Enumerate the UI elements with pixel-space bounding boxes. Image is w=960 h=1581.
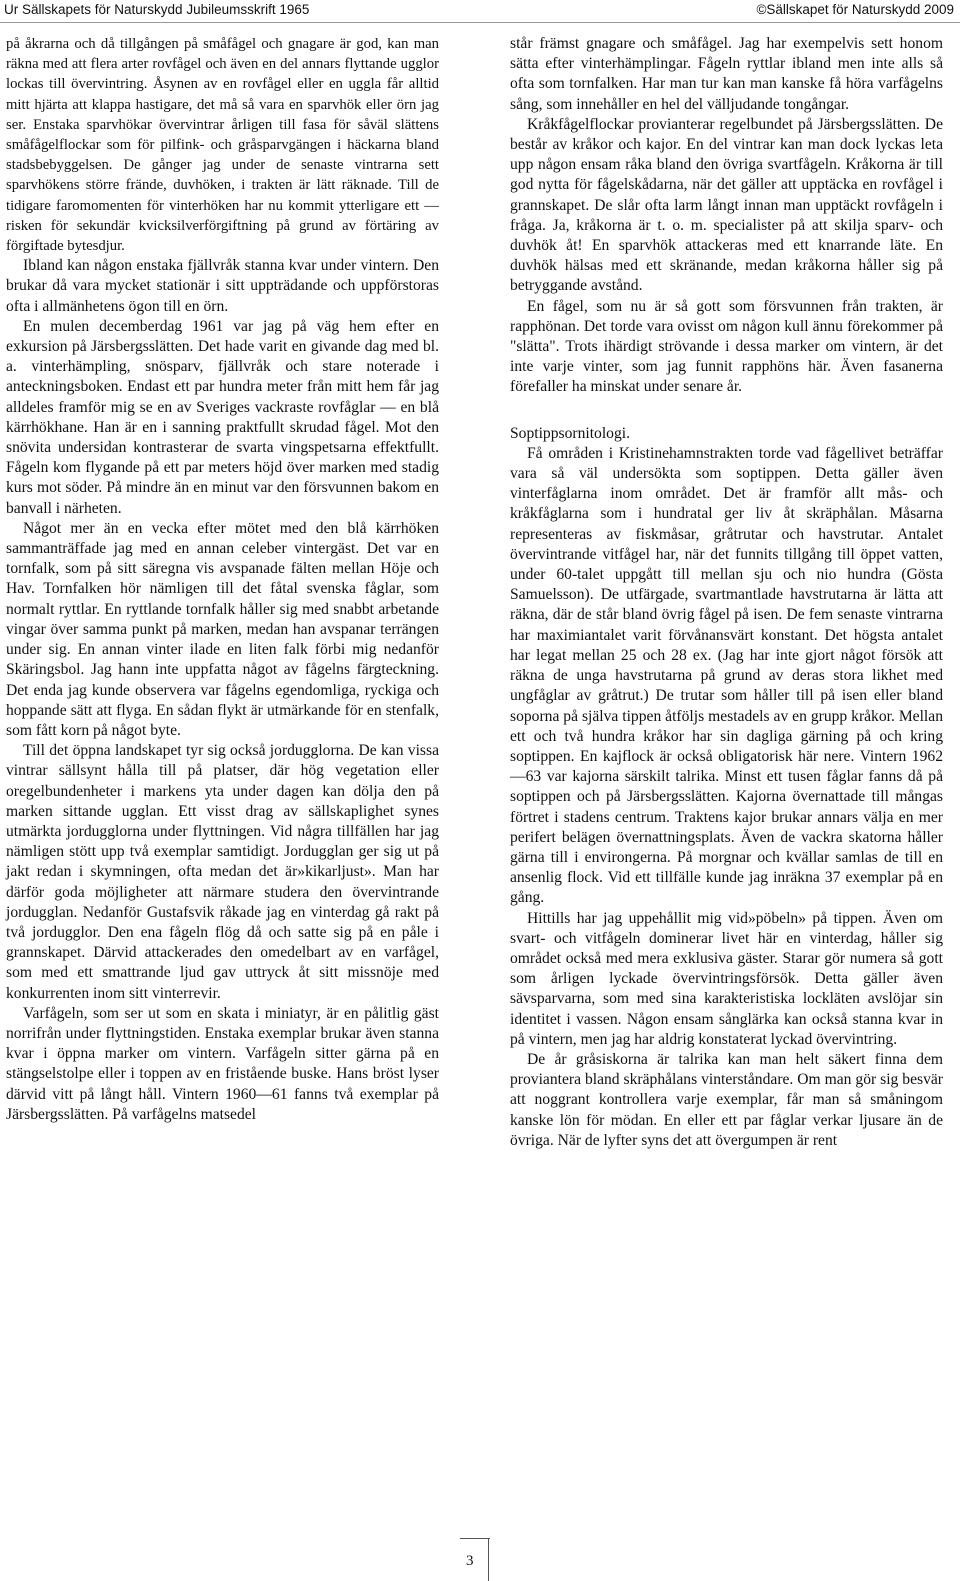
section-heading: Soptippsornitologi. — [510, 424, 630, 442]
header-source-title: Ur Sällskapets för Naturskydd Jubileumsskrift 1965 — [4, 2, 310, 17]
header-copyright: ©Sällskapet för Naturskydd 2009 — [756, 2, 954, 17]
paragraph: Få områden i Kristinehamnstrakten torde vad fågellivet beträffar vara så väl undersökta som soptippen. Detta gäller även vinterfåglarna inom området. Det är framför allt mås- och kråkfåglarna som i hundratal ger liv åt skräphålan. Måsarna representeras av fiskmåsar, gråtrutar och havstrutar. Antalet övervintrande vitfågel har, när det funnits tillgång till öppet vatten, under 60-talet uppgått till mellan sju och nio hundra (Gösta Samuelsson). De utfärgade, svartmantlade havstrutarna är lätta att räkna, där de står bland övrig fågel på isen. De fem senaste vintrarna har maximiantalet varit förvånansvärt konstant. Det högsta antalet har legat mellan 25 och 28 ex. (Jag har inte gjort något försök att räkna de unga havstrutarna på grund av deras stora likhet med ungfåglar av gråtrut.) De trutar som håller till på isen eller bland soporna på själva tippen åtföljs mestadels av en grupp kråkor. Mellan ett och två hundra kråkor har sin dagliga gärning på och kring soptippen. En kajflock är också obligatorisk här nere. Vintern 1962—63 var kajorna särskilt talrika. Minst ett tusen fåglar fanns då på soptippen och på Järsbergsslätten. Kajorna övernattade till mångas förtret i stadens centrum. Traktens kajor brukar annars välja en mer perifert belägen övernattningsplats. Även de vackra skatorna håller gärna till i environgerna. På morgnar och kvällar samlas de till en ansenlig flock. Vid ett tillfälle kunde jag inräkna 37 exemplar på en gång. — [510, 444, 943, 907]
footer-rule — [460, 1538, 490, 1539]
paragraph: står främst gnagare och småfågel. Jag har exempelvis sett honom sätta efter vinterhämplingar. Fågeln ryttlar ibland men inte alls så ofta som tornfalken. Har man tur kan man kanske få höra varfågelns sång, som innehåller en hel del välljudande tongångar. — [510, 35, 943, 113]
paragraph: Varfågeln, som ser ut som en skata i miniatyr, är en pålitlig gäst norrifrån under flyttningstiden. Enstaka exemplar brukar även stanna kvar i öppna marker om vintern. Varfågeln sitter gärna på en stängselstolpe eller i toppen av en fristående buske. Hans bröst lyser därvid vitt på långt håll. Vintern 1960—61 fanns två exemplar på Järsbergsslätten. På varfågelns matsedel — [6, 1004, 439, 1123]
paragraph: på åkrarna och då tillgången på småfågel och gnagare är god, kan man räkna med att flera arter rovfågel och även en del annars flyttande ugglor lockas till övervintring. Åsynen av en rovfågel eller en uggla får alltid mitt hjärta att klappa hastigare, det må så vara en sparvhök eller örn jag ser. Enstaka sparvhökar övervintrar årligen till fasa för såväl slättens småfågelflockar som för pilfink- och gråsparvgängen i häckarna bland stadsbebyggelsen. De gånger jag under de senaste vintrarna sett sparvhökens större frände, duvhöken, i trakten är lätt räknade. Till de tidigare faromomenten för vinterhöken har nu kommit ytterligare ett — risken för sekundär kvicksilverförgiftning på grund av förtäring av förgiftade bytesdjur. — [6, 36, 439, 255]
paragraph: Kråkfågelflockar provianterar regelbundet på Järsbergsslätten. De består av kråkor och kajor. En del vintrar kan man dock lyckas leta upp någon ensam råka bland den övriga svartfågeln. Kråkorna är till god nytta för fågelskådarna, när det gäller att upptäcka en rovfågel i grannskapet. De slår ofta larm långt innan man upptäckt rovfågeln i fråga. Ja, kråkorna är t. o. m. specialister på att skilja sparv- och duvhök åt! En sparvhök attackeras med ett knarrande läte. En duvhök hälsas med ett skränande, medan kråkorna håller sig på betryggande avstånd. — [510, 115, 943, 295]
page-number: 3 — [466, 1553, 474, 1569]
paragraph: En mulen decemberdag 1961 var jag på väg hem efter en exkursion på Järsbergsslätten. Det hade varit en givande dag med bl. a. vinterhämpling, snösparv, fjällvråk och stare noterade i anteckningsboken. Endast ett par hundra meter från mitt hem får jag alldeles framför mig se en av Sveriges vackraste rovfåglar — en blå kärrhökhane. Han är en i sanning praktfullt skrudad fågel. Mot den snövita undersidan kontrasterar de svarta vingspetsarna effektfullt. Fågeln kom flygande på ett par meters höjd över marken med stadig kurs mot söder. På mindre än en minut var den försvunnen bakom en banvall i närheten. — [6, 317, 439, 517]
paragraph: Hittills har jag uppehållit mig vid»pöbeln» på tippen. Även om svart- och vitfågeln dominerar livet här en vinterdag, håller sig området också med mera exklusiva gäster. Starar gör numera så gott som årligen lyckade övervintringsförsök. Detta gäller även sävsparvarna, som med sina karakteristiska lockläten avslöjar sin identitet i vassen. Någon ensam sånglärka kan också stanna kvar in på vintern, men jag har aldrig konstaterat lyckad övervintring. — [510, 909, 943, 1048]
paragraph: Ibland kan någon enstaka fjällvråk stanna kvar under vintern. Den brukar då vara mycket stationär i sitt uppträdande och uppförstoras ofta i allmänhetens ögon till en örn. — [6, 257, 439, 315]
page-header — [0, 0, 960, 23]
right-text-column — [510, 34, 943, 1151]
left-text-column — [6, 34, 439, 1125]
paragraph: Till det öppna landskapet tyr sig också jordugglorna. De kan vissa vintrar sällsynt hålla till på platser, där hög vegetation eller oregelbundenheter i markens yta under dagen kan dölja den på marken sittande ugglan. Ett visst drag av sällskaplighet synes utmärkta jordugglorna under flyttningen. Vid några tillfällen har jag nämligen stött upp två exemplar samtidigt. Jordugglan ger sig ut på jakt redan i skymningen, ofta medan det är»kikarljust». Man har därför goda möjligheter att närmare studera den övervintrande jordugglan. Nedanför Gustafsvik råkade jag en vinterdag gå rakt på två jordugglor. Den ena fågeln flög då och satte sig på en påle i grannskapet. Därvid attackerades den omedelbart av en varfågel, som med ett smattrande ljud gav uttryck åt sitt missnöje med konkurrenten inom sitt vinterrevir. — [6, 742, 439, 1002]
paragraph: De år gråsiskorna är talrika kan man helt säkert finna dem proviantera bland skräphålans vinterståndare. Om man gör sig besvär att noggrant kontrollera varje exemplar, får man så småningom kanske lön för mödan. En eller ett par fåglar verkar ljusare än de övriga. När de lyfter syns det att övergumpen är rent — [510, 1050, 943, 1149]
footer-divider — [488, 1538, 489, 1581]
paragraph: En fågel, som nu är så gott som försvunnen från trakten, är rapphönan. Det torde vara ovisst om någon kull ännu förekommer på "slätta". Trots ihärdigt strövande i dessa marker om vintern, är det inte varje vinter, som jag funnit rapphöns här. Även fasanerna förefaller ha minskat under senare år. — [510, 297, 943, 396]
paragraph: Något mer än en vecka efter mötet med den blå kärrhöken sammanträffade jag med en annan celeber vintergäst. Det var en tornfalk, som på sitt säregna vis avspanade fälten mellan Höje och Hav. Tornfalken hör nämligen till det fåtal svenska fåglar, som normalt ryttlar. En ryttlande tornfalk håller sig med snabbt arbetande vingar över samma punkt på marken, medan han avspanar terrängen under sig. En annan vinter ilade en liten falk förbi mig nedanför Skäringsbol. Jag hann inte uppfatta något av fågelns färgteckning. Det enda jag kunde observera var fågelns egendomliga, ryckiga och hoppande sätt att flyga. En sådan flykt är utmärkande för en stenfalk, som fått korn på något byte. — [6, 519, 439, 739]
